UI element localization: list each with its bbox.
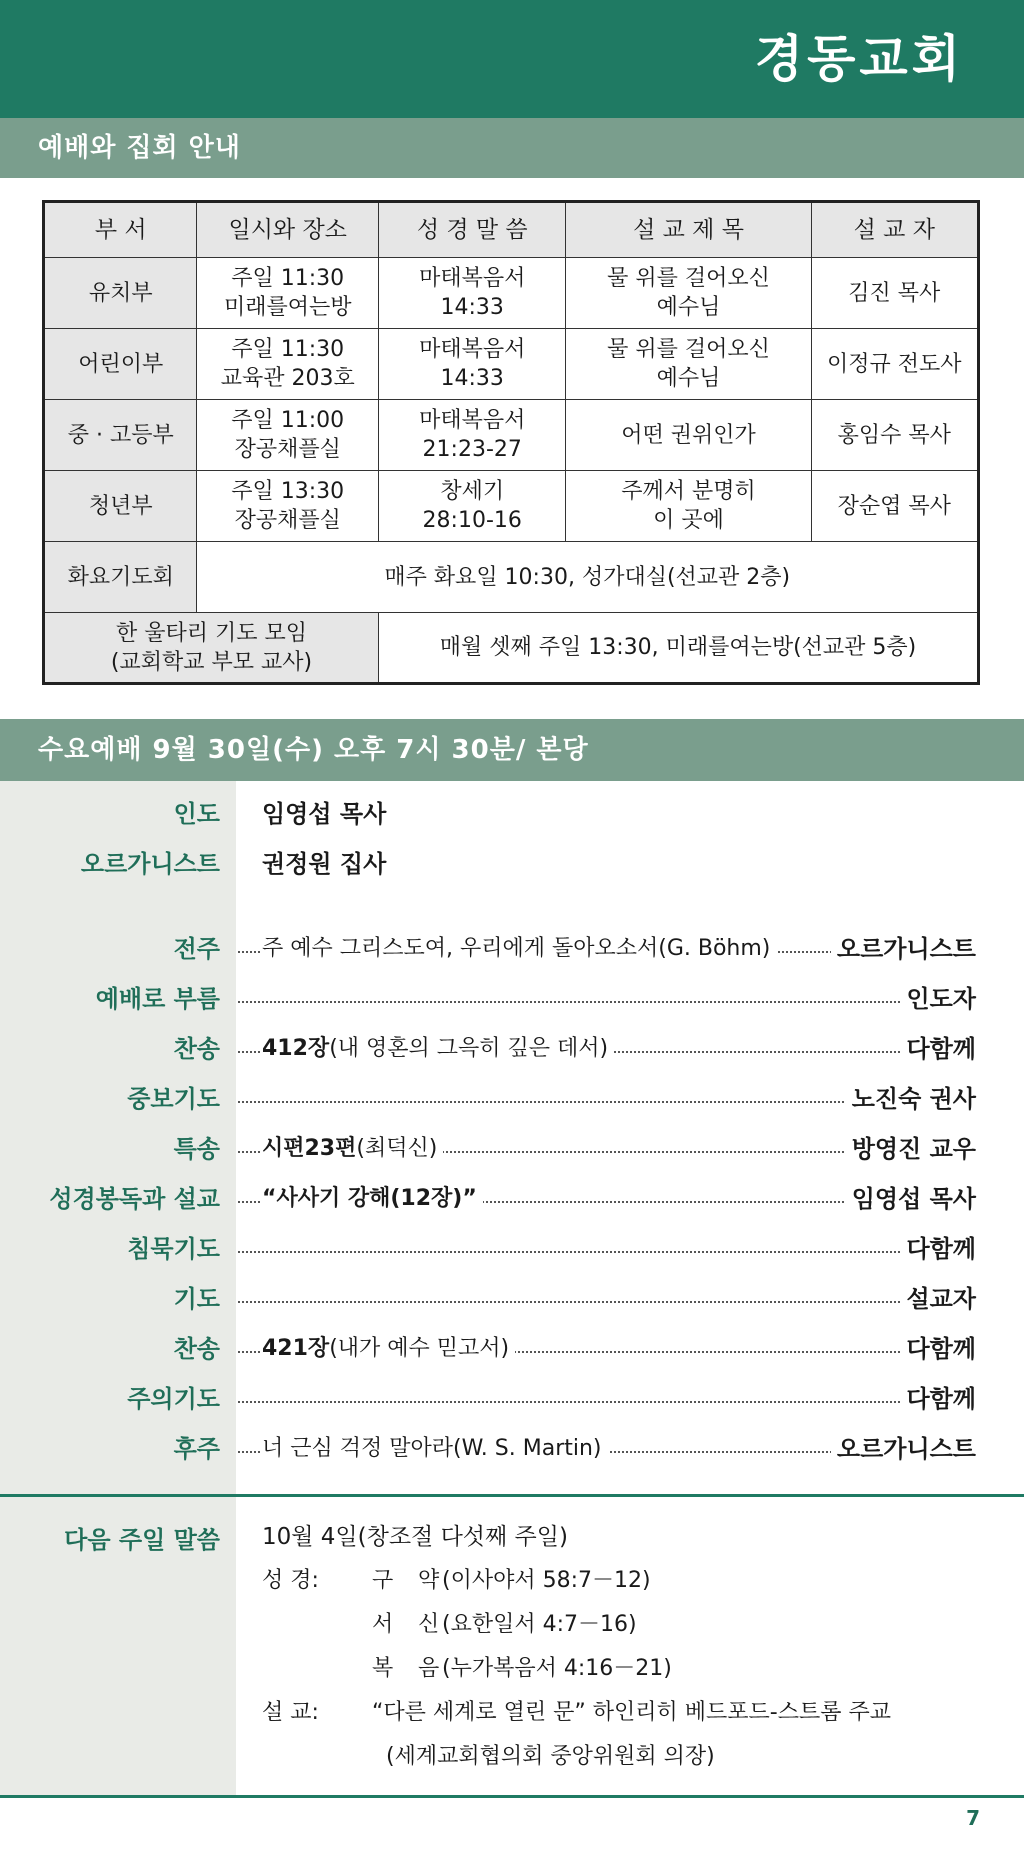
bible-verse: 28:10-16	[422, 508, 522, 533]
ot-label2: 약	[418, 1568, 440, 1593]
header-time-place: 일시와 장소	[197, 202, 379, 258]
dept-cell: 청년부	[44, 471, 197, 542]
order-who: 다함께	[900, 1229, 976, 1269]
gospel-reading: (누가복음서 4:16－21)	[442, 1656, 672, 1681]
service-organist-value: 권정원 집사	[262, 844, 392, 884]
bible-book: 마태복음서	[419, 408, 526, 433]
bible-cell	[378, 329, 566, 400]
bible-book: 마태복음서	[419, 266, 526, 291]
order-desc-bold: 412장	[262, 1036, 330, 1061]
order-desc-bold: “사사기 강해(12장)”	[262, 1186, 477, 1211]
order-item-intercession	[0, 1079, 1024, 1119]
order-item-postlude	[0, 1429, 1024, 1469]
order-who: 다함께	[900, 1029, 976, 1069]
dept-cell: 어린이부	[44, 329, 197, 400]
order-label: 예배로 부름	[95, 985, 220, 1013]
dept-cell: 유치부	[44, 258, 197, 329]
order-who: 설교자	[900, 1279, 976, 1319]
bible-cell	[378, 400, 566, 471]
dotted-leader	[238, 1001, 976, 1003]
table-row	[44, 400, 979, 471]
order-desc	[262, 1029, 614, 1069]
order-label: 침묵기도	[127, 1235, 220, 1263]
order-desc-rest: (내 영혼의 그윽히 깊은 데서)	[329, 1036, 609, 1061]
order-item-special-song	[0, 1129, 1024, 1169]
time-cell	[197, 258, 379, 329]
order-desc	[262, 1329, 515, 1369]
order-label: 주의기도	[127, 1385, 220, 1413]
ot-label: 구	[372, 1568, 394, 1593]
service-organist-label: 오르가니스트	[80, 850, 220, 878]
order-who: 노진숙 권사	[846, 1079, 976, 1119]
table-row-fence-prayer	[44, 613, 979, 684]
bible-book: 마태복음서	[419, 337, 526, 362]
fence-dept-line1: 한 울타리 기도 모임	[115, 620, 307, 646]
title-line1: 어떤 권위인가	[621, 422, 756, 448]
time-text: 주일 11:00	[231, 408, 345, 433]
order-desc-bold: 421장	[262, 1336, 330, 1361]
table-row-tuesday	[44, 542, 979, 613]
page-number: 7	[966, 1806, 980, 1830]
title-line2: 예수님	[656, 295, 721, 320]
place-text: 교육관 203호	[220, 366, 355, 391]
preacher-cell: 홍임수 목사	[811, 400, 978, 471]
dept-cell: 화요기도회	[44, 542, 197, 613]
next-week-date: 10월 4일(창조절 다섯째 주일)	[262, 1524, 568, 1550]
time-cell	[197, 400, 379, 471]
dotted-leader	[238, 1251, 976, 1253]
header-dept: 부 서	[44, 202, 197, 258]
sermon-note: (세계교회협의회 중앙위원회 의장)	[386, 1744, 715, 1769]
order-who: 임영섭 목사	[846, 1179, 976, 1219]
order-label: 특송	[173, 1135, 220, 1163]
order-desc: 주 예수 그리스도여, 우리에게 돌아오소서(G. Böhm)	[262, 929, 776, 969]
order-label: 후주	[173, 1435, 220, 1463]
dotted-leader	[238, 1301, 976, 1303]
order-item-hymn	[0, 1029, 1024, 1069]
title-line1: 물 위를 걸어오신	[607, 337, 770, 362]
epistle-reading: (요한일서 4:7－16)	[442, 1612, 637, 1637]
order-label: 찬송	[173, 1035, 220, 1063]
dept-cell: 중 · 고등부	[44, 400, 197, 471]
service-leader-label: 인도	[173, 800, 220, 828]
table-row	[44, 329, 979, 400]
gospel-label2: 음	[418, 1656, 440, 1681]
order-label: 성경봉독과 설교	[49, 1185, 220, 1213]
preacher-cell: 이정규 전도사	[811, 329, 978, 400]
sermon-label: 설 교:	[262, 1700, 319, 1725]
table-header-row	[44, 202, 979, 258]
title-line1: 물 위를 걸어오신	[607, 266, 770, 291]
time-cell	[197, 329, 379, 400]
bible-verse: 14:33	[440, 366, 504, 391]
title-cell	[566, 400, 811, 471]
order-label: 찬송	[173, 1335, 220, 1363]
section-title-wednesday-service: 수요예배 9월 30일(수) 오후 7시 30분/ 본당	[0, 719, 1024, 781]
place-text: 미래를여는방	[223, 295, 352, 320]
bible-verse: 21:23-27	[422, 437, 522, 462]
dotted-leader	[238, 1401, 976, 1403]
time-text: 주일 11:30	[231, 266, 345, 291]
dept-cell	[44, 613, 379, 684]
header-bible: 성 경 말 씀	[378, 202, 566, 258]
order-desc-rest: (내가 예수 믿고서)	[329, 1336, 510, 1361]
order-who: 오르가니스트	[831, 1429, 976, 1469]
order-item-call-to-worship	[0, 979, 1024, 1019]
order-desc-rest: (최덕신)	[356, 1136, 438, 1161]
preacher-cell: 김진 목사	[811, 258, 978, 329]
order-who: 방영진 교우	[846, 1129, 976, 1169]
place-text: 장공채플실	[234, 508, 341, 533]
bible-cell	[378, 471, 566, 542]
fence-info-cell: 매월 셋째 주일 13:30, 미래를여는방(선교관 5층)	[378, 613, 978, 684]
time-cell	[197, 471, 379, 542]
fence-dept-line2: (교회학교 부모 교사)	[110, 649, 313, 675]
header-preacher: 설 교 자	[811, 202, 978, 258]
section-title-worship-gatherings: 예배와 집회 안내	[0, 118, 1024, 178]
bottom-rule	[0, 1795, 1024, 1798]
header-sermon-title: 설 교 제 목	[566, 202, 811, 258]
order-desc	[262, 1179, 483, 1219]
title-cell	[566, 258, 811, 329]
epistle-label2: 신	[418, 1612, 440, 1637]
place-text: 장공채플실	[234, 437, 341, 462]
service-leader-value: 임영섭 목사	[262, 794, 392, 834]
table-row	[44, 471, 979, 542]
order-label: 기도	[173, 1285, 220, 1313]
order-desc	[262, 1129, 443, 1169]
title-line1: 주께서 분명히	[621, 479, 756, 504]
order-who: 오르가니스트	[831, 929, 976, 969]
title-line2: 이 곳에	[653, 508, 724, 533]
service-leader-row	[0, 794, 1024, 834]
next-week-label: 다음 주일 말씀	[64, 1526, 220, 1554]
top-banner	[0, 0, 1024, 118]
order-item-lords-prayer	[0, 1379, 1024, 1419]
scripture-label: 성 경:	[262, 1568, 319, 1593]
time-text: 주일 13:30	[231, 479, 345, 504]
order-item-prelude	[0, 929, 1024, 969]
order-who: 다함께	[900, 1329, 976, 1369]
epistle-label: 서	[372, 1612, 394, 1637]
bible-cell	[378, 258, 566, 329]
time-text: 주일 11:30	[231, 337, 345, 362]
order-label: 중보기도	[127, 1085, 220, 1113]
order-desc-bold: 시편23편	[262, 1136, 357, 1161]
order-item-scripture-sermon	[0, 1179, 1024, 1219]
ot-reading: (이사야서 58:7－12)	[442, 1568, 651, 1593]
table-row	[44, 258, 979, 329]
order-label: 전주	[173, 935, 220, 963]
bible-verse: 14:33	[440, 295, 504, 320]
bible-book: 창세기	[440, 479, 505, 504]
title-cell	[566, 471, 811, 542]
gospel-label: 복	[372, 1656, 394, 1681]
service-organist-row	[0, 844, 1024, 884]
church-logo: 경동교회	[754, 30, 964, 88]
title-line2: 예수님	[656, 366, 721, 391]
order-who: 인도자	[900, 979, 976, 1019]
order-item-silent-prayer	[0, 1229, 1024, 1269]
schedule-table	[42, 200, 980, 685]
preacher-cell: 장순엽 목사	[811, 471, 978, 542]
tuesday-info-cell: 매주 화요일 10:30, 성가대실(선교관 2층)	[197, 542, 979, 613]
order-item-hymn-2	[0, 1329, 1024, 1369]
sermon-title: “다른 세계로 열린 문” 하인리히 베드포드-스트롬 주교	[372, 1700, 891, 1725]
order-who: 다함께	[900, 1379, 976, 1419]
title-cell	[566, 329, 811, 400]
order-item-prayer	[0, 1279, 1024, 1319]
order-desc: 너 근심 걱정 말아라(W. S. Martin)	[262, 1429, 608, 1469]
